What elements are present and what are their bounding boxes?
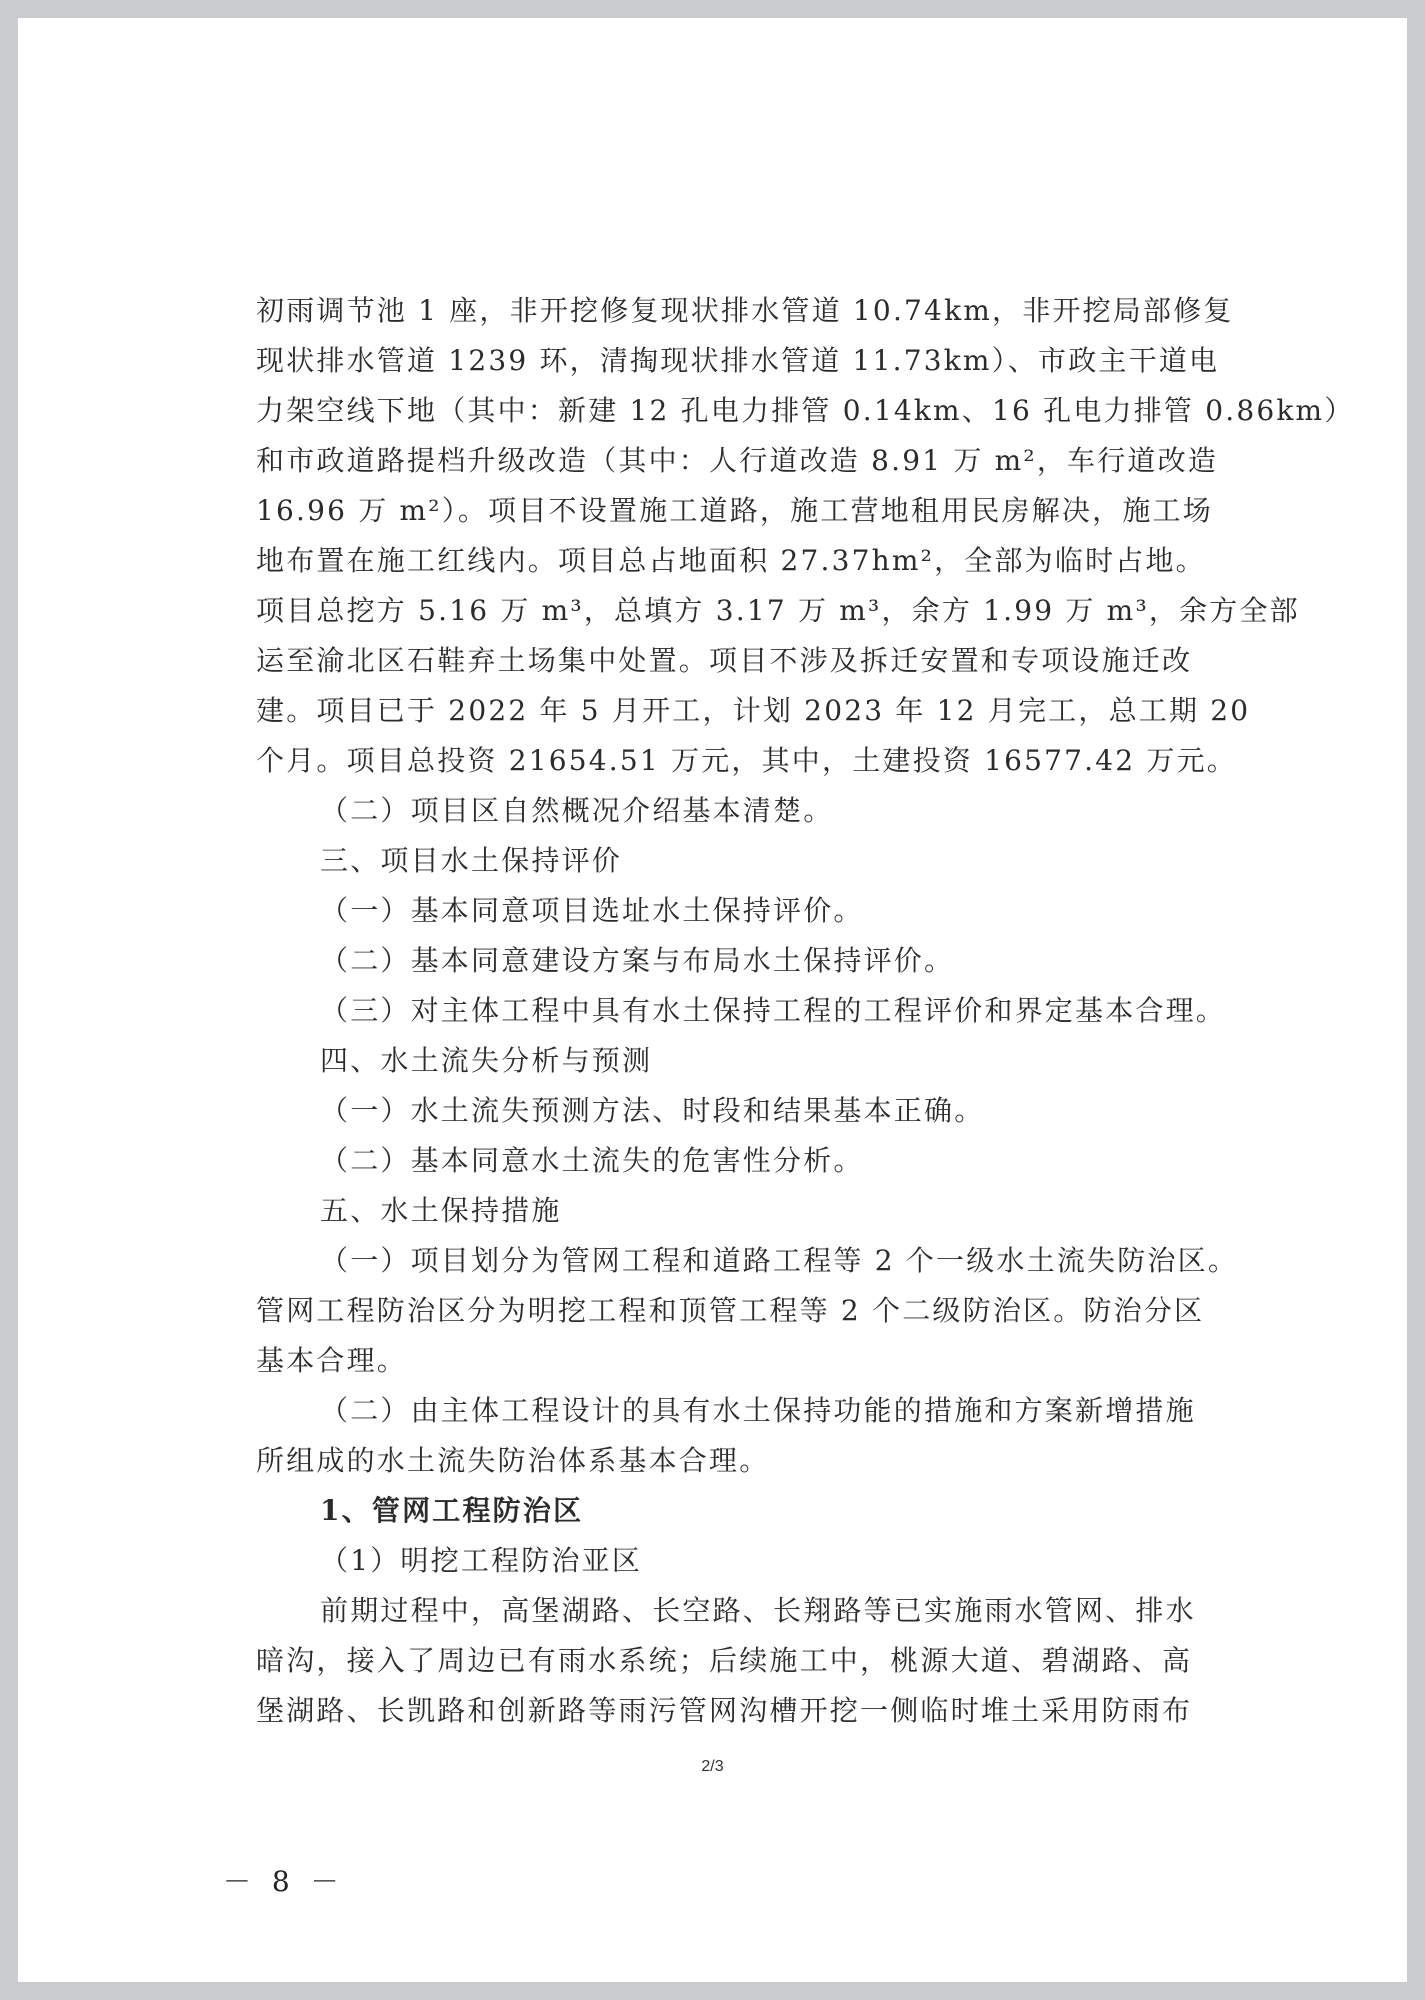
body-line: 运至渝北区石鞋弃土场集中处置。项目不涉及拆迁安置和专项设施迁改 (256, 644, 1193, 677)
document-page (18, 18, 1407, 1982)
body-line: 初雨调节池 1 座，非开挖修复现状排水管道 10.74km，非开挖局部修复 (256, 294, 1234, 327)
body-line: 暗沟，接入了周边已有雨水系统；后续施工中，桃源大道、碧湖路、高 (256, 1644, 1193, 1677)
document-body (256, 286, 1355, 1736)
paragraph-line: （一）基本同意项目选址水土保持评价。 (320, 894, 864, 927)
section-heading: 三、项目水土保持评价 (320, 844, 623, 877)
body-line: 地布置在施工红线内。项目总占地面积 27.37hm²，全部为临时占地。 (256, 544, 1206, 577)
body-line: 项目总挖方 5.16 万 m³，总填方 3.17 万 m³，余方 1.99 万 m³，余方全部 (256, 594, 1300, 627)
paragraph-line: （三）对主体工程中具有水土保持工程的工程评价和界定基本合理。 (320, 994, 1227, 1027)
page-number: － 8 － (223, 1865, 345, 1898)
page-indicator: 2/3 (701, 1758, 724, 1775)
body-line: 16.96 万 m²）。项目不设置施工道路，施工营地租用民房解决，施工场 (256, 494, 1213, 527)
body-line: 堡湖路、长凯路和创新路等雨污管网沟槽开挖一侧临时堆土采用防雨布 (256, 1694, 1193, 1727)
paragraph-line: （二）由主体工程设计的具有水土保持功能的措施和方案新增措施 (320, 1394, 1196, 1427)
body-line: 基本合理。 (256, 1344, 408, 1377)
paragraph-line: （一）水土流失预测方法、时段和结果基本正确。 (320, 1094, 985, 1127)
paragraph-line: （二）基本同意水土流失的危害性分析。 (320, 1144, 864, 1177)
section-heading: 五、水土保持措施 (320, 1194, 562, 1227)
body-line: 力架空线下地（其中：新建 12 孔电力排管 0.14km、16 孔电力排管 0.86km） (256, 394, 1355, 427)
body-line: 管网工程防治区分为明挖工程和顶管工程等 2 个二级防治区。防治分区 (256, 1294, 1205, 1327)
body-line: 和市政道路提档升级改造（其中：人行道改造 8.91 万 m²，车行道改造 (256, 444, 1219, 477)
body-line: 个月。项目总投资 21654.51 万元，其中，土建投资 16577.42 万元。 (256, 744, 1238, 777)
paragraph-line: 前期过程中，高堡湖路、长空路、长翔路等已实施雨水管网、排水 (320, 1594, 1196, 1627)
section-heading: 四、水土流失分析与预测 (320, 1044, 653, 1077)
body-line: 建。项目已于 2022 年 5 月开工，计划 2023 年 12 月完工，总工期 20 (256, 694, 1251, 727)
subsection-heading: 1、管网工程防治区 (320, 1494, 584, 1527)
paragraph-line: （二）项目区自然概况介绍基本清楚。 (320, 794, 834, 827)
body-line: 现状排水管道 1239 环，清掏现状排水管道 11.73km）、市政主干道电 (256, 344, 1220, 377)
paragraph-line: （二）基本同意建设方案与布局水土保持评价。 (320, 944, 955, 977)
paragraph-line: （一）项目划分为管网工程和道路工程等 2 个一级水土流失防治区。 (320, 1244, 1239, 1277)
subsection-heading: （1）明挖工程防治亚区 (320, 1544, 643, 1577)
body-line: 所组成的水土流失防治体系基本合理。 (256, 1444, 770, 1477)
